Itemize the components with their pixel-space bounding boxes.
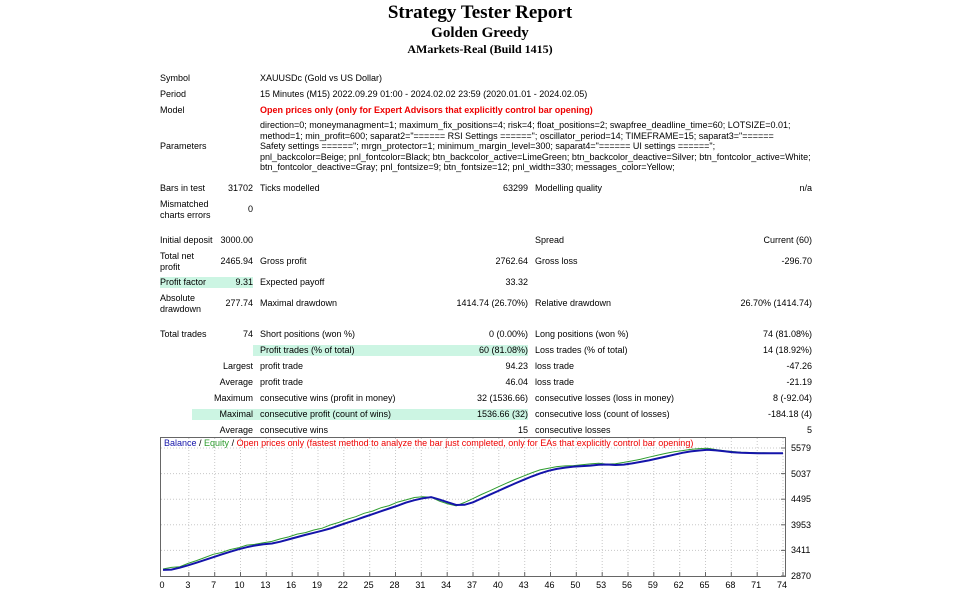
largest-loss-value: -47.26 xyxy=(786,361,812,371)
bars-value: 31702 xyxy=(227,183,253,193)
symbol-row xyxy=(160,70,812,86)
x-tick-label: 34 xyxy=(441,580,452,590)
relative-dd-value: 26.70% (1414.74) xyxy=(740,298,812,308)
x-tick-label: 37 xyxy=(466,580,478,590)
bars-label: Bars in test xyxy=(160,183,206,193)
maximum-label: Maximum xyxy=(213,393,253,403)
maximal-cons-profit-value: 1536.66 (32) xyxy=(448,409,528,420)
short-positions-value: 0 (0.00%) xyxy=(488,329,528,339)
mismatch-value: 0 xyxy=(247,204,253,214)
gross-profit-label: Gross profit xyxy=(260,256,307,266)
average-label: Average xyxy=(219,377,253,387)
largest-label: Largest xyxy=(222,361,253,371)
largest-loss-label: loss trade xyxy=(535,361,575,371)
parameters-line: pnl_backcolor=Beige; pnl_fontcolor=Black; btn_backcolor_active=LimeGreen; btn_backcolor_deactive=Silver; btn_fontcolor_active=White; xyxy=(260,151,811,162)
server-build: AMarkets-Real (Build 1415) xyxy=(407,42,553,56)
x-tick-label: 53 xyxy=(596,580,607,590)
expected-payoff-value: 33.32 xyxy=(505,277,528,287)
largest-profit-label: profit trade xyxy=(260,361,304,371)
period-value: 15 Minutes (M15) 2022.09.29 01:00 - 2024.02.02 23:59 (2020.01.01 - 2024.02.05) xyxy=(260,88,588,99)
max-consecutive-row xyxy=(160,391,812,407)
spacer xyxy=(160,223,812,233)
avg-cons-losses-label: consecutive losses xyxy=(535,425,611,435)
report-table xyxy=(160,70,812,439)
maximal-cons-loss-label: consecutive loss (count of losses) xyxy=(535,409,670,419)
parameters-line: direction=0; moneymanagment=1; maximum_fix_positions=4; risk=4; float_positions=2; swapfree_deadline_time=60; LOTSIZE=0.01; xyxy=(260,120,791,130)
deposit-value: 3000.00 xyxy=(220,235,253,245)
profit-factor-value: 9.31 xyxy=(215,277,253,288)
model-value: Open prices only (only for Expert Advisors that explicitly control bar opening) xyxy=(260,104,593,115)
x-tick-label: 71 xyxy=(751,580,762,590)
symbol-label: Symbol xyxy=(160,72,191,83)
x-tick-label: 62 xyxy=(673,580,684,590)
x-tick-label: 3 xyxy=(185,580,191,590)
average-loss-label: loss trade xyxy=(535,377,575,387)
drawdown-row xyxy=(160,291,812,317)
equity-chart xyxy=(159,437,812,590)
relative-dd-label: Relative drawdown xyxy=(535,298,612,308)
x-tick-label: 31 xyxy=(415,580,426,590)
ticks-value: 63299 xyxy=(502,183,528,193)
expert-name: Golden Greedy xyxy=(431,25,529,41)
x-tick-label: 28 xyxy=(389,580,400,590)
profit-trades-label: Profit trades (% of total) xyxy=(253,345,448,356)
total-trades-label: Total trades xyxy=(160,329,207,339)
x-tick-label: 40 xyxy=(492,580,503,590)
maximal-consecutive-row xyxy=(160,407,812,423)
quality-label: Modelling quality xyxy=(535,183,603,193)
chart-legend: Balance / Equity / Open prices only (fastest method to analyze the bar just completed, only for EAs that explicitly control bar opening) xyxy=(164,438,694,448)
x-tick-label: 25 xyxy=(363,580,374,590)
y-tick-label: 5037 xyxy=(791,468,812,479)
model-label: Model xyxy=(160,104,185,115)
quality-value: n/a xyxy=(799,183,812,193)
total-trades-value: 74 xyxy=(242,329,253,339)
parameters-line: Safety settings ======"; mrgn_protector=1; minimum_margin_level=300; saparat4="====== UI settings ======"; xyxy=(260,141,716,151)
x-tick-label: 0 xyxy=(159,580,165,590)
report-header xyxy=(0,2,960,56)
page-title: Strategy Tester Report xyxy=(387,2,573,23)
maximal-cons-loss-value: -184.18 (4) xyxy=(767,409,812,419)
chart-y-axis xyxy=(791,437,831,587)
average-profit-label: profit trade xyxy=(260,377,304,387)
x-tick-label: 16 xyxy=(286,580,297,590)
x-tick-label: 10 xyxy=(234,580,245,590)
profit-factor-label: Profit factor xyxy=(160,277,215,288)
x-tick-label: 43 xyxy=(518,580,529,590)
absolute-dd-label: Absolute drawdown xyxy=(160,292,202,314)
x-tick-label: 65 xyxy=(699,580,710,590)
max-cons-losses-value: 8 (-92.04) xyxy=(772,393,812,403)
bars-row xyxy=(160,181,812,197)
gross-loss-value: -296.70 xyxy=(781,256,812,266)
chart-plot-area xyxy=(160,437,786,577)
deposit-label: Initial deposit xyxy=(160,235,213,245)
max-cons-losses-label: consecutive losses (loss in money) xyxy=(535,393,675,403)
profit-factor-row xyxy=(160,275,812,291)
chart-x-axis xyxy=(160,580,786,592)
x-tick-label: 7 xyxy=(211,580,217,590)
gross-loss-label: Gross loss xyxy=(535,256,578,266)
average-profit-value: 46.04 xyxy=(505,377,528,387)
chart-canvas xyxy=(161,438,785,576)
legend-equity: Equity xyxy=(204,438,230,448)
y-tick-label: 4495 xyxy=(791,494,812,505)
avg-cons-wins-label: consecutive wins xyxy=(260,425,329,435)
x-tick-label: 22 xyxy=(337,580,348,590)
avg-cons-wins-value: 15 xyxy=(517,425,528,435)
x-tick-label: 68 xyxy=(725,580,736,590)
legend-note: Open prices only (fastest method to analyze the bar just completed, only for EAs that explicitly control bar opening) xyxy=(236,438,694,448)
x-tick-label: 56 xyxy=(621,580,633,590)
expected-payoff-label: Expected payoff xyxy=(260,277,325,287)
x-tick-label: 46 xyxy=(544,580,555,590)
max-cons-wins-value: 32 (1536.66) xyxy=(476,393,528,403)
legend-balance: Balance xyxy=(164,438,197,448)
avg-cons-losses-value: 5 xyxy=(806,425,812,435)
x-tick-label: 74 xyxy=(776,580,788,590)
x-tick-label: 59 xyxy=(647,580,658,590)
x-tick-label: 13 xyxy=(260,580,271,590)
loss-trades-label: Loss trades (% of total) xyxy=(535,345,628,355)
parameters-line: method=1; min_profit=600; saparat2="====== RSI Settings ======"; oscillator_period=14; TIMEFRAME=15; saparat3="====== xyxy=(260,130,774,141)
maximal-label: Maximal xyxy=(160,409,253,420)
maximal-dd-value: 1414.74 (26.70%) xyxy=(456,298,528,308)
parameters-line: btn_fontcolor_deactive=Gray; pnl_fontsize=9; btn_fontsize=12; pnl_width=330; messages_color=Yellow; xyxy=(260,162,675,172)
spacer xyxy=(160,317,812,327)
max-cons-wins-label: consecutive wins (profit in money) xyxy=(260,393,396,403)
net-profit-row xyxy=(160,249,812,275)
average-trade-row xyxy=(160,375,812,391)
x-tick-label: 50 xyxy=(570,580,581,590)
x-tick-label: 19 xyxy=(311,580,323,590)
largest-profit-value: 94.23 xyxy=(505,361,528,371)
maximal-cons-profit-label: consecutive profit (count of wins) xyxy=(253,409,448,420)
deposit-row xyxy=(160,233,812,249)
y-tick-label: 3411 xyxy=(791,545,811,556)
long-positions-label: Long positions (won %) xyxy=(535,329,629,339)
largest-row xyxy=(160,359,812,375)
loss-trades-value: 14 (18.92%) xyxy=(762,345,812,355)
ticks-label: Ticks modelled xyxy=(260,183,320,193)
net-profit-label: Total net profit xyxy=(160,250,195,272)
parameters-value xyxy=(253,120,812,173)
y-tick-label: 2870 xyxy=(791,571,812,581)
mismatch-label: Mismatched charts errors xyxy=(160,198,211,220)
spread-value: Current (60) xyxy=(763,235,812,245)
symbol-value: XAUUSDc (Gold vs US Dollar) xyxy=(260,72,383,83)
short-positions-label: Short positions (won %) xyxy=(260,329,356,339)
net-profit-value: 2465.94 xyxy=(220,256,253,266)
profit-trades-value: 60 (81.08%) xyxy=(448,345,528,356)
average-loss-value: -21.19 xyxy=(786,377,812,387)
y-tick-label: 3953 xyxy=(791,519,812,530)
absolute-dd-value: 277.74 xyxy=(225,298,253,308)
model-row xyxy=(160,102,812,118)
gross-profit-value: 2762.64 xyxy=(495,256,528,266)
mismatch-row xyxy=(160,197,812,223)
period-row xyxy=(160,86,812,102)
maximal-dd-label: Maximal drawdown xyxy=(260,298,338,308)
spread-label: Spread xyxy=(535,235,565,245)
parameters-row xyxy=(160,118,812,175)
y-tick-label: 5579 xyxy=(791,442,812,453)
average-cons-label: Average xyxy=(219,425,253,435)
total-trades-row xyxy=(160,327,812,343)
profit-trades-row xyxy=(160,343,812,359)
parameters-label: Parameters xyxy=(160,140,207,151)
long-positions-value: 74 (81.08%) xyxy=(762,329,812,339)
period-label: Period xyxy=(160,88,187,99)
